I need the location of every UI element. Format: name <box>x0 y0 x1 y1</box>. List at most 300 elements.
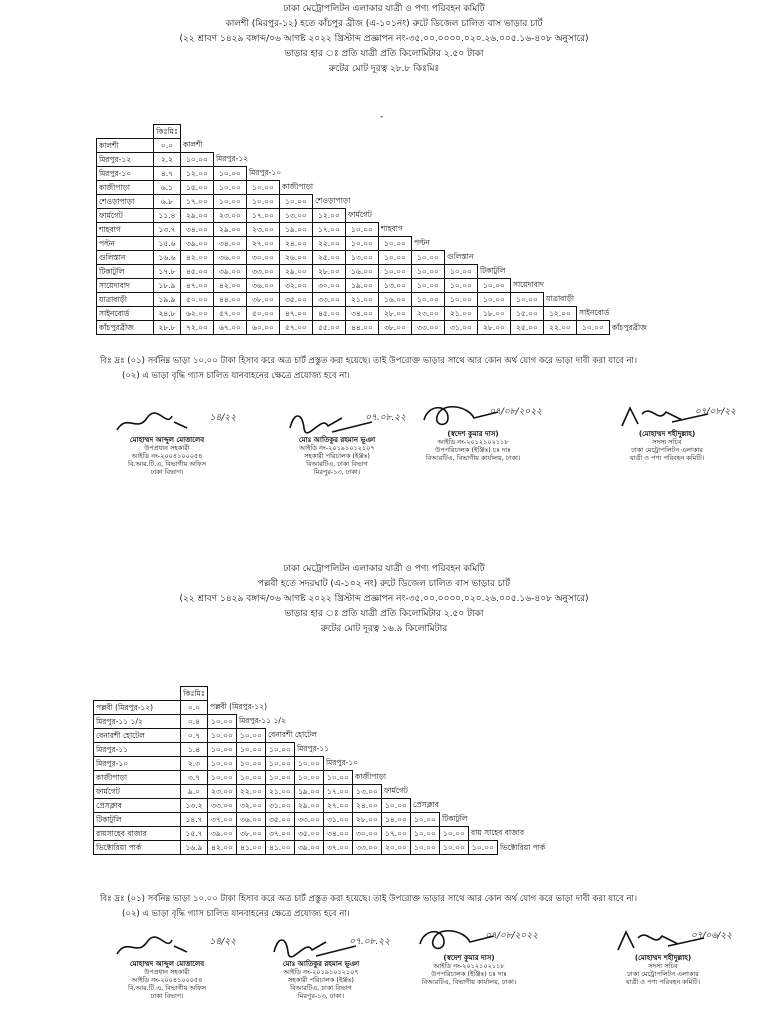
km-value: ২.৩ <box>181 757 208 771</box>
diagonal-stop-label: কালশী <box>183 140 203 150</box>
fare-cell: ২৫.০০ <box>511 321 544 335</box>
fare-cell: ১০.০০ <box>412 251 445 265</box>
diagonal-stop-label: সায়েদাবাদ <box>513 280 544 290</box>
fare-cell: ২৬.০০ <box>280 251 313 265</box>
km-value: ১৯.৯ <box>154 293 181 307</box>
fare-cell: ৭২.০০ <box>181 321 214 335</box>
fare-cell: ১৫.০০ <box>511 307 544 321</box>
fare-cell: ৬৭.০০ <box>214 321 247 335</box>
fare-cell: ১০.০০ <box>411 827 440 841</box>
table-row <box>97 223 649 237</box>
fare-cell: ১০.০০ <box>440 827 469 841</box>
route-title: পল্লবী হতে সদরঘাট (এ-১০২ নং) রুটে ডিজেল চালিত বাস ভাড়ার চার্ট <box>257 579 511 589</box>
committee-title: ঢাকা মেট্রোপলিটন এলাকার যাত্রী ও পণ্য পরিবহন কমিটি <box>283 564 485 574</box>
fare-cell: ১০.০০ <box>445 265 478 279</box>
fare-cell: ৪২.০০ <box>181 251 214 265</box>
stop-name: শাহবাগ <box>97 223 154 237</box>
fare-cell: ১০.০০ <box>266 743 295 757</box>
fare-cell: ১০.০০ <box>295 757 324 771</box>
fare-cell: ২২.০০ <box>313 237 346 251</box>
stop-name: মিরপুর-১০ <box>94 757 181 771</box>
stop-name: সায়েদাবাদ <box>97 279 154 293</box>
stop-name: শেওড়াপাড়া <box>97 195 154 209</box>
signatory-name: মোহাম্মদ আব্দুল মোত্তালেব <box>129 436 205 444</box>
notification-ref: (২২ শ্রাবণ ১৪২৯ বঙ্গাব্দ/০৬ আগষ্ট ২০২২ খ্রিস্টাব্দ প্রজ্ঞাপন নং-৩৫.০০.০০০০.০২০.২৬.০০৫.১৬-৪০৮ অনুসারে) <box>179 34 589 44</box>
fare-cell: ১০.০০ <box>411 841 440 855</box>
fare-cell: ১০.০০ <box>208 729 237 743</box>
diagonal-stop-label: মিরপুর-১০ <box>326 758 359 768</box>
signatory-name: মোঃ আতিকুর রহমান ভূঞা <box>282 960 360 968</box>
stop-name: প্রেসক্লাব <box>94 799 181 813</box>
signature-date: ১৪/২২ <box>209 413 236 423</box>
fare-cell: ৩৩.০০ <box>412 321 445 335</box>
signatory <box>394 926 544 986</box>
table-header-row <box>94 687 548 701</box>
fare-cell: ১০.০০ <box>237 771 266 785</box>
fare-cell: ২০.০০ <box>382 841 411 855</box>
signatory <box>588 926 738 986</box>
fare-cell: ২৮.০০ <box>353 813 382 827</box>
note-2: (০২) এ ভাড়া বৃদ্ধি গ্যাস চালিত যানবাহনের ক্ষেত্রে প্রযোজ্য হবে না। <box>122 371 350 381</box>
km-value: ২.২ <box>154 153 181 167</box>
fare-cell: ৩৩.০০ <box>313 293 346 307</box>
fare-cell: ২২.০০ <box>237 785 266 799</box>
fare-cell: ৩৫.০০ <box>295 827 324 841</box>
km-value: ২৮.৮ <box>154 321 181 335</box>
fare-cell: ২৫.০০ <box>313 251 346 265</box>
signatory-designation: বিআরটিএ, বিভাগীয় কার্যালয়, ঢাকা। <box>425 454 521 462</box>
km-value: ০.৭ <box>181 729 208 743</box>
fare-cell: ১০.০০ <box>181 153 214 167</box>
fare-cell: ১০.০০ <box>324 771 353 785</box>
fare-cell: ৩৬.০০ <box>237 813 266 827</box>
signatory <box>262 408 412 476</box>
signatory-designation: বি.আর.টি.এ, বিভাগীয় অফিস <box>127 460 207 468</box>
signatory-designation: আইডি নং-২০১২১০২১১৮ <box>437 438 509 446</box>
km-value: ১৫.৬ <box>154 237 181 251</box>
km-value: ১৬.৯ <box>181 841 208 855</box>
fare-cell: ৩২.০০ <box>237 799 266 813</box>
signatory-name: (স্বদেশ কুমার দাস) <box>447 430 499 438</box>
km-value: ৪.৭ <box>154 167 181 181</box>
fare-cell: ১০.০০ <box>445 293 478 307</box>
fare-cell: ৩৩.০০ <box>353 841 382 855</box>
fare-rate: ভাড়ার হার ঃ প্রতি যাত্রী প্রতি কিলোমিটার ২.৫০ টাকা <box>284 49 484 59</box>
header-blank <box>97 125 154 139</box>
diagonal-stop-label: যাত্রাবাড়ী <box>546 294 575 304</box>
signature-date: ০৭.০৮.২২ <box>349 937 390 947</box>
fare-cell: ১০.০০ <box>266 771 295 785</box>
fare-cell: ২৩.০০ <box>412 307 445 321</box>
diagonal-stop-label: টিকাটুলি <box>480 266 506 276</box>
signatory <box>246 932 396 1000</box>
fare-cell: ১৪.০০ <box>382 813 411 827</box>
fare-cell: ৩০.০০ <box>247 251 280 265</box>
table-header-row <box>97 125 649 139</box>
fare-cell: ৩২.০০ <box>280 279 313 293</box>
stop-name: টিকাটুলি <box>97 265 154 279</box>
handwritten-signature <box>112 932 222 960</box>
stop-name: রায়সাহেব বাজার <box>94 827 181 841</box>
km-value: ১৪.৭ <box>181 813 208 827</box>
fare-cell: ১০.০০ <box>577 321 610 335</box>
signatory-designation: বিআরটিএ, ঢাকা বিভাগ <box>290 984 352 992</box>
fare-cell: ১৬.০০ <box>346 265 379 279</box>
fare-cell: ১০.০০ <box>412 293 445 307</box>
fare-cell: ১০.০০ <box>237 757 266 771</box>
km-value: ১৮.৯ <box>154 279 181 293</box>
table-row <box>97 293 649 307</box>
fare-cell: ৩৩.০০ <box>247 265 280 279</box>
fare-cell: ৪১.০০ <box>237 841 266 855</box>
fare-cell: ২৮.০০ <box>379 307 412 321</box>
fare-cell: ১০.০০ <box>478 293 511 307</box>
table-row <box>97 209 649 223</box>
diagonal-stop-label: টিকাটুলি <box>442 814 468 824</box>
diagonal-stop-label: মিরপুর-১১ <box>297 744 330 754</box>
km-value: ১৩.২ <box>181 799 208 813</box>
fare-cell: ৩৬.০০ <box>214 251 247 265</box>
table-row <box>94 785 548 799</box>
handwritten-signature <box>112 408 222 436</box>
table-row <box>97 181 649 195</box>
fare-cell: ১০.০০ <box>214 167 247 181</box>
fare-cell: ৬০.০০ <box>247 321 280 335</box>
fare-cell: ৪৭.০০ <box>181 279 214 293</box>
table-row <box>97 265 649 279</box>
fare-cell: ১০.০০ <box>478 279 511 293</box>
fare-cell: ১৭.০০ <box>181 195 214 209</box>
fare-cell: ২১.০০ <box>266 785 295 799</box>
table-row <box>97 237 649 251</box>
fare-cell: ২৯.০০ <box>295 799 324 813</box>
table-row <box>94 715 548 729</box>
chart2-notes <box>100 892 760 922</box>
fare-cell: ৪৭.০০ <box>280 307 313 321</box>
table-row <box>94 729 548 743</box>
signatory-designation: যাত্রী ও পণ্য পরিবহন কমিটি। <box>629 454 705 462</box>
km-value: ২৪.৮ <box>154 307 181 321</box>
diagonal-stop-label: কাঁচপুরব্রীজ <box>612 322 647 332</box>
table-row <box>94 757 548 771</box>
diagonal-stop-label: পল্টন <box>414 238 430 248</box>
diagonal-stop-label: মিরপুর-১২ <box>216 154 249 164</box>
signatory-name: (মোহাম্মদ শহীদুল্লাহ) <box>638 430 696 438</box>
fare-cell: ৪৫.০০ <box>181 265 214 279</box>
fare-cell: ২৩.০০ <box>208 785 237 799</box>
table-row <box>94 701 548 715</box>
fare-cell: ১০.০০ <box>412 279 445 293</box>
stop-name: সাইনবোর্ড <box>97 307 154 321</box>
km-value: ০.০ <box>154 139 181 153</box>
signatory <box>92 408 242 476</box>
table-row <box>94 743 548 757</box>
fare-chart-2 <box>0 520 768 1024</box>
fare-cell: ১০.০০ <box>382 799 411 813</box>
fare-cell: ৩৯.০০ <box>295 841 324 855</box>
signatory-designation: সদস্য সচিব <box>652 438 682 446</box>
fare-cell: ১৯.০০ <box>295 785 324 799</box>
diagonal-stop-label: শাহবাগ <box>381 224 403 234</box>
fare-cell: ৩১.০০ <box>324 813 353 827</box>
fare-cell: ১২.০০ <box>313 209 346 223</box>
stop-name: কালশী <box>97 139 154 153</box>
fare-cell: ২৮.০০ <box>313 265 346 279</box>
fare-cell: ৩৭.০০ <box>208 813 237 827</box>
fare-cell: ১০.০০ <box>266 757 295 771</box>
diagonal-stop-label: গুলিস্তান <box>447 252 474 262</box>
signature-date: ০৭.০৮.২২ <box>365 413 406 423</box>
diagonal-stop-label: ফার্মগেট <box>348 210 372 220</box>
fare-cell: ১০.০০ <box>379 251 412 265</box>
chart2-header <box>0 562 768 637</box>
fare-cell: ২৯.০০ <box>214 223 247 237</box>
km-value: ০.৪ <box>181 715 208 729</box>
fare-cell: ২৩.০০ <box>214 209 247 223</box>
chart1-notes <box>100 354 760 384</box>
table-row <box>94 799 548 813</box>
fare-cell: ৫৭.০০ <box>280 321 313 335</box>
signatory-designation: বিআরটিএ, বিভাগীয় কার্যালয়, ঢাকা। <box>421 978 517 986</box>
fare-cell: ১০.০০ <box>412 265 445 279</box>
diagonal-stop-label: ভিক্টোরিয়া পার্ক <box>500 842 546 852</box>
fare-cell: ২১.০০ <box>445 307 478 321</box>
stop-name: মিরপুর-১১ <box>94 743 181 757</box>
fare-rate: ভাড়ার হার ঃ প্রতি যাত্রী প্রতি কিলোমিটার ২.৫০ টাকা <box>284 609 484 619</box>
signature-date: ০৭/০৮/২০২২ <box>485 931 538 941</box>
fare-cell: ১০.০০ <box>379 237 412 251</box>
table-row <box>97 167 649 181</box>
signatory <box>398 402 548 462</box>
fare-cell: ৩১.০০ <box>445 321 478 335</box>
km-header: কিঃমিঃ <box>154 125 181 139</box>
km-value: ১.৪ <box>181 743 208 757</box>
km-value: ৬.১ <box>154 181 181 195</box>
fare-cell: ১০.০০ <box>247 195 280 209</box>
km-value: ৯.০ <box>181 785 208 799</box>
signatory-designation: ঢাকা বিভাগ। <box>150 468 184 476</box>
signature-date: ১৪/২২ <box>209 937 236 947</box>
signatory-designation: উপপ্রধান সহকারী <box>144 968 190 976</box>
committee-title: ঢাকা মেট্রোপলিটন এলাকার যাত্রী ও পণ্য পরিবহন কমিটি <box>283 4 485 14</box>
stop-name: ফার্মগেট <box>94 785 181 799</box>
fare-cell: ৩৫.০০ <box>280 293 313 307</box>
note-1: বিঃ দ্রঃ (০১) সর্বনিম্ন ভাড়া ১০.০০ টাকা হিসাব করে অত্র চার্ট প্রস্তুত করা হয়েছে। তাই উপরোক্ত ভাড়ার সাথে আর কোন অর্থ যোগ করে ভাড়া দাবী করা যাবে না। <box>100 894 638 904</box>
fare-cell: ৩৭.০০ <box>266 827 295 841</box>
signatory-name: (স্বদেশ কুমার দাস) <box>443 954 495 962</box>
fare-cell: ২৮.০০ <box>478 321 511 335</box>
signatory-designation: সদস্য সচিব <box>648 962 678 970</box>
fare-cell: ১০.০০ <box>469 841 498 855</box>
km-value: ১১.৪ <box>154 209 181 223</box>
fare-cell: ১০.০০ <box>411 813 440 827</box>
diagonal-stop-label: শেওড়াপাড়া <box>315 196 351 206</box>
stop-name: মিরপুর-১২ <box>97 153 154 167</box>
signatory-designation: ঢাকা মেট্রোপলিটন এলাকার <box>631 446 703 454</box>
stop-name: ভিক্টোরিয়া পার্ক <box>94 841 181 855</box>
signatory-designation: আইডি নং-২০১২১০২১১৮ <box>433 962 505 970</box>
stop-name: পল্লবী (মিরপুর-১২) <box>94 701 181 715</box>
km-value: ৬.৮ <box>154 195 181 209</box>
fare-cell: ২৩.০০ <box>247 223 280 237</box>
note-1: বিঃ দ্রঃ (০১) সর্বনিম্ন ভাড়া ১০.০০ টাকা হিসাব করে অত্র চার্ট প্রস্তুত করা হয়েছে। তাই উপরোক্ত ভাড়ার সাথে আর কোন অর্থ যোগ করে ভাড়া দাবী করা যাবে না। <box>100 356 638 366</box>
diagonal-stop-label: মিরপুর-১০ <box>249 168 282 178</box>
fare-cell: ১০.০০ <box>346 237 379 251</box>
fare-cell: ৪৪.০০ <box>346 321 379 335</box>
fare-cell: ১০.০০ <box>247 181 280 195</box>
fare-cell: ৩৬.০০ <box>247 279 280 293</box>
table-row <box>94 841 548 855</box>
stop-name: গুলিস্তান <box>97 251 154 265</box>
fare-cell: ১৭.০০ <box>247 209 280 223</box>
km-value: ১৬.৬ <box>154 251 181 265</box>
table-row <box>97 321 649 335</box>
fare-cell: ৩৮.০০ <box>247 293 280 307</box>
fare-cell: ১০.০০ <box>280 195 313 209</box>
fare-cell: ৩৮.০০ <box>379 321 412 335</box>
fare-cell: ৩৯.০০ <box>214 265 247 279</box>
signatory-name: মোঃ আতিকুর রহমান ভূঞা <box>298 436 376 444</box>
fare-cell: ২২.০০ <box>544 321 577 335</box>
notification-ref: (২২ শ্রাবণ ১৪২৯ বঙ্গাব্দ/০৬ আগষ্ট ২০২২ খ্রিস্টাব্দ প্রজ্ঞাপন নং-৩৫.০০.০০০০.০২০.২৬.০০৫.১৬-৪০৮ অনুসারে) <box>179 594 589 604</box>
fare-cell: ২৯.০০ <box>280 265 313 279</box>
signatory-designation: বি.আর.টি.এ, বিভাগীয় অফিস <box>127 984 207 992</box>
fare-cell: ৩৯.০০ <box>181 237 214 251</box>
fare-cell: ২৯.০০ <box>181 209 214 223</box>
fare-cell: ১৭.০০ <box>382 827 411 841</box>
diagonal-stop-label: রায় সাহেব বাজার <box>471 828 525 838</box>
diagonal-stop-label: প্রেসক্লাব <box>413 800 439 810</box>
stop-name: পল্টন <box>97 237 154 251</box>
fare-cell: ১৭.০০ <box>313 223 346 237</box>
fare-cell: ৪৪.০০ <box>214 293 247 307</box>
signatory-designation: আইডি নং-২০১৯১০১২১০৭ <box>299 444 375 452</box>
fare-cell: ১৩.০০ <box>280 209 313 223</box>
fare-cell: ৩৪.০০ <box>324 827 353 841</box>
signatory-designation: ঢাকা মেট্রোপলিটন এলাকার <box>627 970 699 978</box>
signatory-designation: আইডি নং-২০১৯১০১২১০৭ <box>283 968 359 976</box>
fare-cell: ৩৭.০০ <box>324 841 353 855</box>
fare-cell: ২৪.০০ <box>280 237 313 251</box>
fare-cell: ১০.০০ <box>295 771 324 785</box>
fare-cell: ১০.০০ <box>208 771 237 785</box>
fare-cell: ৩৪.০০ <box>214 237 247 251</box>
table-row <box>94 827 548 841</box>
table-row <box>97 139 649 153</box>
fare-cell: ৩৩.০০ <box>208 799 237 813</box>
route-distance: রুটের মোট দূরত্ব ১৬.৯ কিলোমিটার <box>320 624 448 634</box>
signatory-designation: মিরপুর-১৩, ঢাকা। <box>297 992 345 1000</box>
header-blank <box>94 687 181 701</box>
stop-name: কাঁচপুরব্রীজ <box>97 321 154 335</box>
stop-name: বেনারশী হোটেল <box>94 729 181 743</box>
fare-cell: ২৭.০০ <box>247 237 280 251</box>
fare-cell: ৩৮.০০ <box>237 827 266 841</box>
fare-cell: ১৭.০০ <box>324 785 353 799</box>
signatory-name: (মোহাম্মদ শহীদুল্লাহ) <box>634 954 692 962</box>
signatory-designation: সহকারী পরিচালক (ইঞ্জঃ) <box>304 452 370 460</box>
fare-cell: ৩৯.০০ <box>208 827 237 841</box>
diagonal-stop-label: মিরপুর-১১ ১/২ <box>239 716 286 726</box>
fare-cell: ৩৪.০০ <box>346 307 379 321</box>
stop-name: টিকাটুলি <box>94 813 181 827</box>
diagonal-stop-label: কাজীপাড়া <box>282 182 314 192</box>
fare-cell: ১২.০০ <box>181 167 214 181</box>
fare-cell: ১০.০০ <box>440 841 469 855</box>
diagonal-stop-label: সাইনবোর্ড <box>579 308 610 318</box>
diagonal-stop-label: কাজীপাড়া <box>355 772 387 782</box>
fare-cell: ৩১.০০ <box>266 799 295 813</box>
fare-cell: ৩৩.০০ <box>295 813 324 827</box>
table-row <box>97 195 649 209</box>
fare-cell: ১৩.০০ <box>346 251 379 265</box>
signatory-designation: যাত্রী ও পণ্য পরিবহন কমিটি। <box>625 978 701 986</box>
signatory-designation: উপপরিচালক (ইঞ্জিঃ) চঃ দাঃ <box>435 446 511 454</box>
fare-cell: ১৯.০০ <box>346 279 379 293</box>
km-value: ১৩.৭ <box>154 223 181 237</box>
signature-date: ০৭/০৬/২২ <box>690 931 732 941</box>
fare-cell: ৫৫.০০ <box>313 321 346 335</box>
fare-cell: ১২.০০ <box>544 307 577 321</box>
table-row <box>97 279 649 293</box>
chart1-header <box>0 2 768 77</box>
stop-name: মিরপুর-১১ ১/২ <box>94 715 181 729</box>
fare-cell: ১০.০০ <box>214 181 247 195</box>
fare-cell: ৩০.০০ <box>353 827 382 841</box>
fare-cell: ৪২.০০ <box>208 841 237 855</box>
stop-name: কাজীপাড়া <box>97 181 154 195</box>
fare-cell: ১৩.০০ <box>353 785 382 799</box>
fare-cell: ৫৭.০০ <box>214 307 247 321</box>
fare-cell: ১৯.০০ <box>280 223 313 237</box>
fare-cell: ১০.০০ <box>237 743 266 757</box>
fare-table-1 <box>96 124 649 335</box>
stop-name: মিরপুর-১০ <box>97 167 154 181</box>
fare-cell: ৫০.০০ <box>181 293 214 307</box>
signatory <box>592 402 742 462</box>
fare-cell: ৩০.০০ <box>313 279 346 293</box>
table-row <box>94 813 548 827</box>
table-row <box>97 251 649 265</box>
fare-cell: ১০.০০ <box>208 743 237 757</box>
signatory <box>92 932 242 1000</box>
fare-table-2 <box>93 686 547 855</box>
signatory-designation: মিরপুর-১৩, ঢাকা। <box>313 468 361 476</box>
fare-cell: ১০.০০ <box>208 715 237 729</box>
fare-cell: ১৮.০০ <box>478 307 511 321</box>
fare-cell: ১০.০০ <box>237 729 266 743</box>
fare-cell: ১০.০০ <box>208 757 237 771</box>
route-title: কালশী (মিরপুর-১২) হতে কাঁচপুর ব্রীজ (এ-১০১নং) রুটে ডিজেল চালিত বাস ভাড়ার চার্ট <box>225 19 543 29</box>
fare-cell: ৩৫.০০ <box>266 813 295 827</box>
fare-cell: ২১.০০ <box>346 293 379 307</box>
km-value: ০.০ <box>181 701 208 715</box>
fare-cell: ২৪.০০ <box>353 799 382 813</box>
fare-cell: ৪৫.০০ <box>313 307 346 321</box>
route-distance: রুটের মোট দূরত্ব ২৮.৮ কিঃমিঃ <box>328 64 440 74</box>
signature-date: ০৭/০৮/২০২২ <box>489 407 542 417</box>
fare-cell: ১০.০০ <box>346 223 379 237</box>
signatory-designation: ঢাকা বিভাগ। <box>150 992 184 1000</box>
fare-cell: ৪১.০০ <box>266 841 295 855</box>
fare-cell: ১০.০০ <box>445 279 478 293</box>
fare-cell: ১০.০০ <box>379 265 412 279</box>
signatory-designation: সহকারী পরিচালক (ইঞ্জঃ) <box>288 976 354 984</box>
signature-date: ০৭/০৮/২২ <box>694 407 736 417</box>
stop-name: যাত্রাবাড়ী <box>97 293 154 307</box>
km-value: ১৫.৭ <box>181 827 208 841</box>
fare-cell: ৬২.০০ <box>181 307 214 321</box>
